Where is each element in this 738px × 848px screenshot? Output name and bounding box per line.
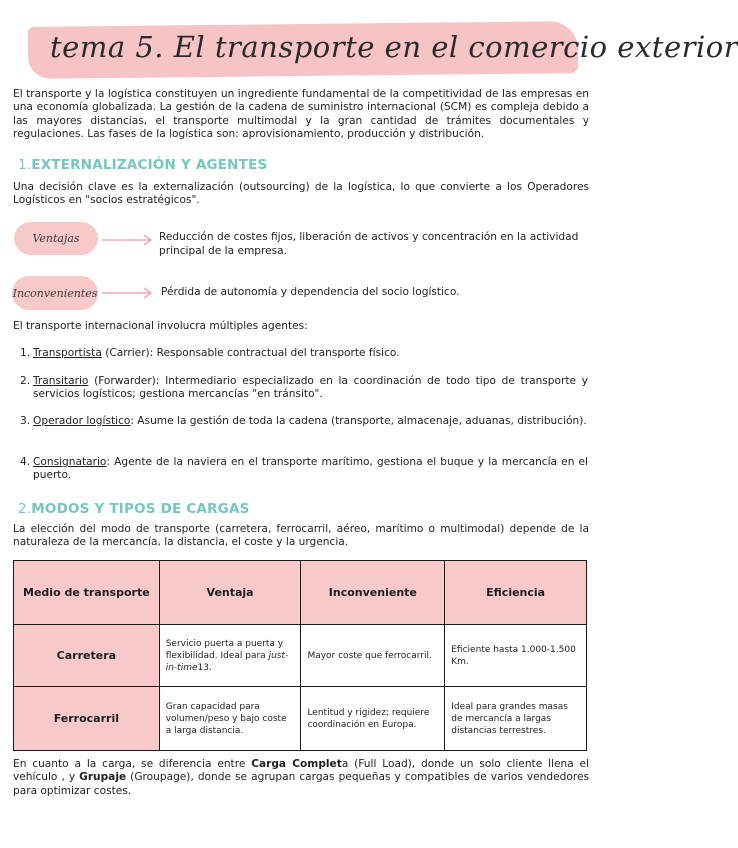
agent-term: Transitario bbox=[33, 375, 89, 387]
table-header: Medio de transporte bbox=[14, 561, 160, 625]
section-2-title: MODOS Y TIPOS DE CARGAS bbox=[31, 501, 250, 517]
inconvenientes-pill: Inconvenientes bbox=[12, 276, 98, 310]
closing-term-groupage: Grupaje bbox=[79, 771, 127, 784]
table-cell-eficiencia: Eficiente hasta 1.000-1.500 Km. bbox=[445, 625, 587, 687]
closing-paragraph bbox=[13, 758, 589, 798]
ventajas-arrow-icon bbox=[100, 233, 156, 247]
agent-number: 4. bbox=[20, 456, 31, 468]
agent-number: 2. bbox=[20, 375, 31, 387]
table-cell-ventaja: Gran capacidad para volumen/peso y bajo coste a larga distancia. bbox=[159, 687, 301, 751]
agent-description: (Forwarder): Intermediario especializado en la coordinación de todo tipo de transporte y servicios logísticos; gestiona mercancías "en tránsito". bbox=[33, 375, 588, 401]
closing-text: (Groupage), donde se agrupan cargas pequeñas y compatibles de varios vendedores para optimizar costes. bbox=[13, 771, 589, 797]
table-cell-eficiencia: Ideal para grandes masas de mercancía a largas distancias terrestres. bbox=[445, 687, 587, 751]
table-row-mode: Ferrocarril bbox=[14, 687, 160, 751]
ventaja-footnote: 13. bbox=[197, 662, 212, 673]
agent-term: Transportista bbox=[33, 347, 102, 359]
ventaja-text: Servicio puerta a puerta y flexibilidad. Ideal para bbox=[165, 638, 284, 661]
section-1-heading bbox=[18, 157, 267, 173]
agents-intro: El transporte internacional involucra múltiples agentes: bbox=[13, 320, 308, 332]
agent-number: 3. bbox=[20, 415, 31, 427]
agent-term: Operador logístico bbox=[33, 415, 131, 427]
section-1-text: Una decisión clave es la externalización (outsourcing) de la logística, lo que convierte a los Operadores Logísticos en "socios estratégicos". bbox=[13, 181, 589, 207]
table-header: Inconveniente bbox=[301, 561, 445, 625]
agent-description: (Carrier): Responsable contractual del transporte físico. bbox=[101, 347, 400, 359]
section-2-text: La elección del modo de transporte (carretera, ferrocarril, aéreo, marítimo o multimodal) depende de la naturaleza de la mercancía, la distancia, el coste y la urgencia. bbox=[13, 523, 589, 549]
agent-description: : Asume la gestión de toda la cadena (transporte, almacenaje, aduanas, distribución). bbox=[130, 415, 587, 427]
agent-number: 1. bbox=[20, 347, 31, 359]
table-row bbox=[14, 687, 587, 751]
table-row bbox=[14, 625, 587, 687]
closing-term-full-load: Carga Complet bbox=[251, 758, 342, 770]
section-2-heading bbox=[18, 501, 250, 517]
table-cell-ventaja bbox=[159, 625, 301, 687]
inconvenientes-description: Pérdida de autonomía y dependencia del socio logístico. bbox=[161, 286, 460, 298]
table-cell-inconveniente: Mayor coste que ferrocarril. bbox=[301, 625, 445, 687]
page-title: tema 5. El transporte en el comercio exterior bbox=[50, 30, 738, 64]
table-header: Ventaja bbox=[159, 561, 301, 625]
ventajas-pill: Ventajas bbox=[14, 222, 98, 255]
closing-text: a (Full Load), donde un solo cliente llena el vehículo , y bbox=[13, 758, 589, 784]
section-1-number: 1. bbox=[18, 157, 32, 173]
table-header-row bbox=[14, 561, 587, 625]
table-row-mode: Carretera bbox=[14, 625, 160, 687]
table-cell-inconveniente: Lentitud y rigidez; requiere coordinación en Europa. bbox=[301, 687, 445, 751]
intro-paragraph: El transporte y la logística constituyen un ingrediente fundamental de la competitividad de las empresas en una economía globalizada. La gestión de la cadena de suministro internacional (SCM) es compleja debido a las mayores distancias, el transporte multimodal y la gran cantidad de trámites documentales y regulaciones. Las fases de la logística son: aprovisionamiento, producción y distribución. bbox=[13, 88, 589, 141]
closing-text: En cuanto a la carga, se diferencia entre bbox=[13, 758, 252, 770]
ventajas-description: Reducción de costes fijos, liberación de activos y concentración en la actividad principal de la empresa. bbox=[159, 231, 579, 257]
agent-description: : Agente de la naviera en el transporte marítimo, gestiona el buque y la mercancía en el puerto. bbox=[33, 456, 588, 482]
section-1-title: EXTERNALIZACIÓN Y AGENTES bbox=[31, 157, 268, 173]
ventaja-emphasis: just-in-time bbox=[165, 650, 289, 673]
transport-modes-table bbox=[13, 560, 587, 751]
agent-term: Consignatario bbox=[33, 456, 107, 468]
table-header: Eficiencia bbox=[445, 561, 587, 625]
section-2-number: 2. bbox=[18, 501, 32, 517]
inconvenientes-arrow-icon bbox=[100, 286, 156, 300]
